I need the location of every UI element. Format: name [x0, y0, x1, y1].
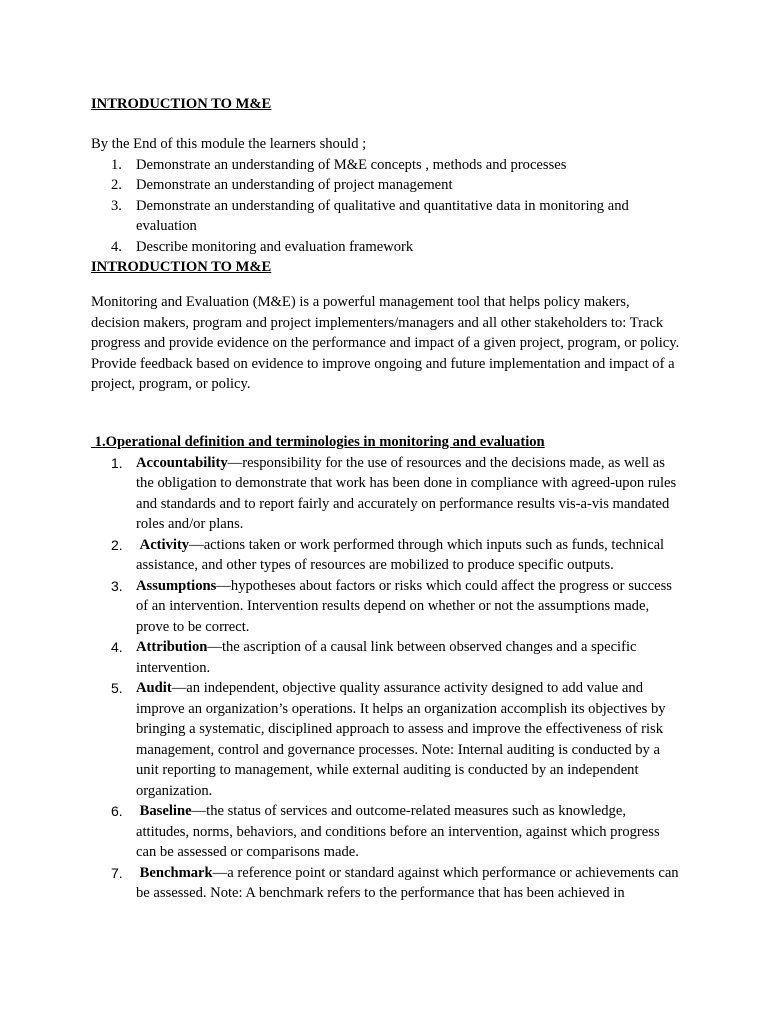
list-text: Demonstrate an understanding of project management	[136, 177, 453, 193]
list-number: 3.	[111, 577, 123, 594]
definition-item	[91, 637, 681, 678]
module-heading	[91, 94, 681, 115]
definition-term: Accountability	[136, 454, 228, 471]
intro-paragraph-block	[91, 292, 681, 395]
definition-item	[91, 678, 681, 801]
definition-item	[91, 801, 681, 863]
list-item	[91, 155, 681, 176]
list-number: 1.	[111, 156, 122, 173]
list-text: Describe monitoring and evaluation framework	[136, 238, 414, 255]
section-title: 1.Operational definition and terminologies in monitoring and evaluation	[91, 434, 545, 450]
list-number: 5.	[111, 680, 123, 696]
definition-term: Audit	[136, 680, 172, 696]
list-number: 4.	[111, 238, 122, 255]
list-number: 2.	[111, 536, 123, 553]
list-number: 4.	[111, 639, 123, 655]
definition-text: —the ascription of a causal link between observed changes and a specific intervention.	[136, 639, 637, 676]
objectives-list	[91, 155, 681, 258]
definition-term: Baseline	[136, 803, 192, 819]
learning-objectives	[91, 134, 681, 278]
heading-introduction-2: INTRODUCTION TO M&E	[91, 259, 272, 275]
definition-item	[91, 453, 681, 535]
objectives-intro: By the End of this module the learners should ;	[91, 136, 367, 152]
list-number: 7.	[111, 864, 123, 881]
list-item	[91, 196, 681, 237]
list-number: 2.	[111, 177, 122, 193]
definition-term: Benchmark	[136, 864, 213, 881]
list-item	[91, 175, 681, 196]
list-number: 1.	[111, 454, 123, 471]
definition-text: —the status of services and outcome-related measures such as knowledge, attitudes, norms, behaviors, and conditions before an intervention, against which progress can be assessed or comparisons made.	[136, 803, 660, 860]
definition-text: —responsibility for the use of resources and the decisions made, as well as the obligation to demonstrate that work has been done in compliance with agreed-upon rules and standards and to report fairly and accurately on performance results vis-a-vis mandated roles and/or plans.	[136, 454, 677, 532]
list-number: 6.	[111, 803, 123, 819]
definitions-list	[91, 453, 681, 904]
definition-item	[91, 576, 681, 638]
definition-term: Assumptions	[136, 577, 217, 594]
definition-text: —hypotheses about factors or risks which could affect the progress or success of an intervention. Intervention results depend on whether or not the assumptions made, prove to be correct.	[136, 577, 672, 635]
definition-term: Attribution	[136, 639, 208, 655]
definition-text: —actions taken or work performed through which inputs such as funds, technical assistance, and other types of resources are mobilized to produce specific outputs.	[136, 536, 665, 573]
list-text: Demonstrate an understanding of qualitative and quantitative data in monitoring and evaluation	[136, 197, 629, 234]
list-number: 3.	[111, 197, 122, 214]
intro-paragraph: Monitoring and Evaluation (M&E) is a powerful management tool that helps policy makers, decision makers, program and project implementers/managers and all other stakeholders to: Track progress and provide evidence on the performance and impact of a given project, program, or policy. Provide feedback based on evidence to improve ongoing and future implementation and impact of a project, program, or policy.	[91, 294, 680, 392]
definition-item	[91, 863, 681, 904]
definition-text: —an independent, objective quality assurance activity designed to add value and improve an organization’s operations. It helps an organization accomplish its objectives by bringing a systematic, disciplined approach to assess and improve the effectiveness of risk management, control and governance processes. Note: Internal auditing is conducted by a unit reporting to management, while external auditing is conducted by an independent organization.	[136, 680, 666, 799]
definition-item	[91, 535, 681, 576]
definition-term: Activity	[136, 536, 190, 553]
heading-introduction: INTRODUCTION TO M&E	[91, 96, 272, 112]
list-text: Demonstrate an understanding of M&E concepts , methods and processes	[136, 156, 567, 173]
section-definitions	[91, 432, 681, 904]
list-item	[91, 237, 681, 258]
definition-text: —a reference point or standard against which performance or achievements can be assessed. Note: A benchmark refers to the performance that has been achieved in	[136, 864, 679, 901]
